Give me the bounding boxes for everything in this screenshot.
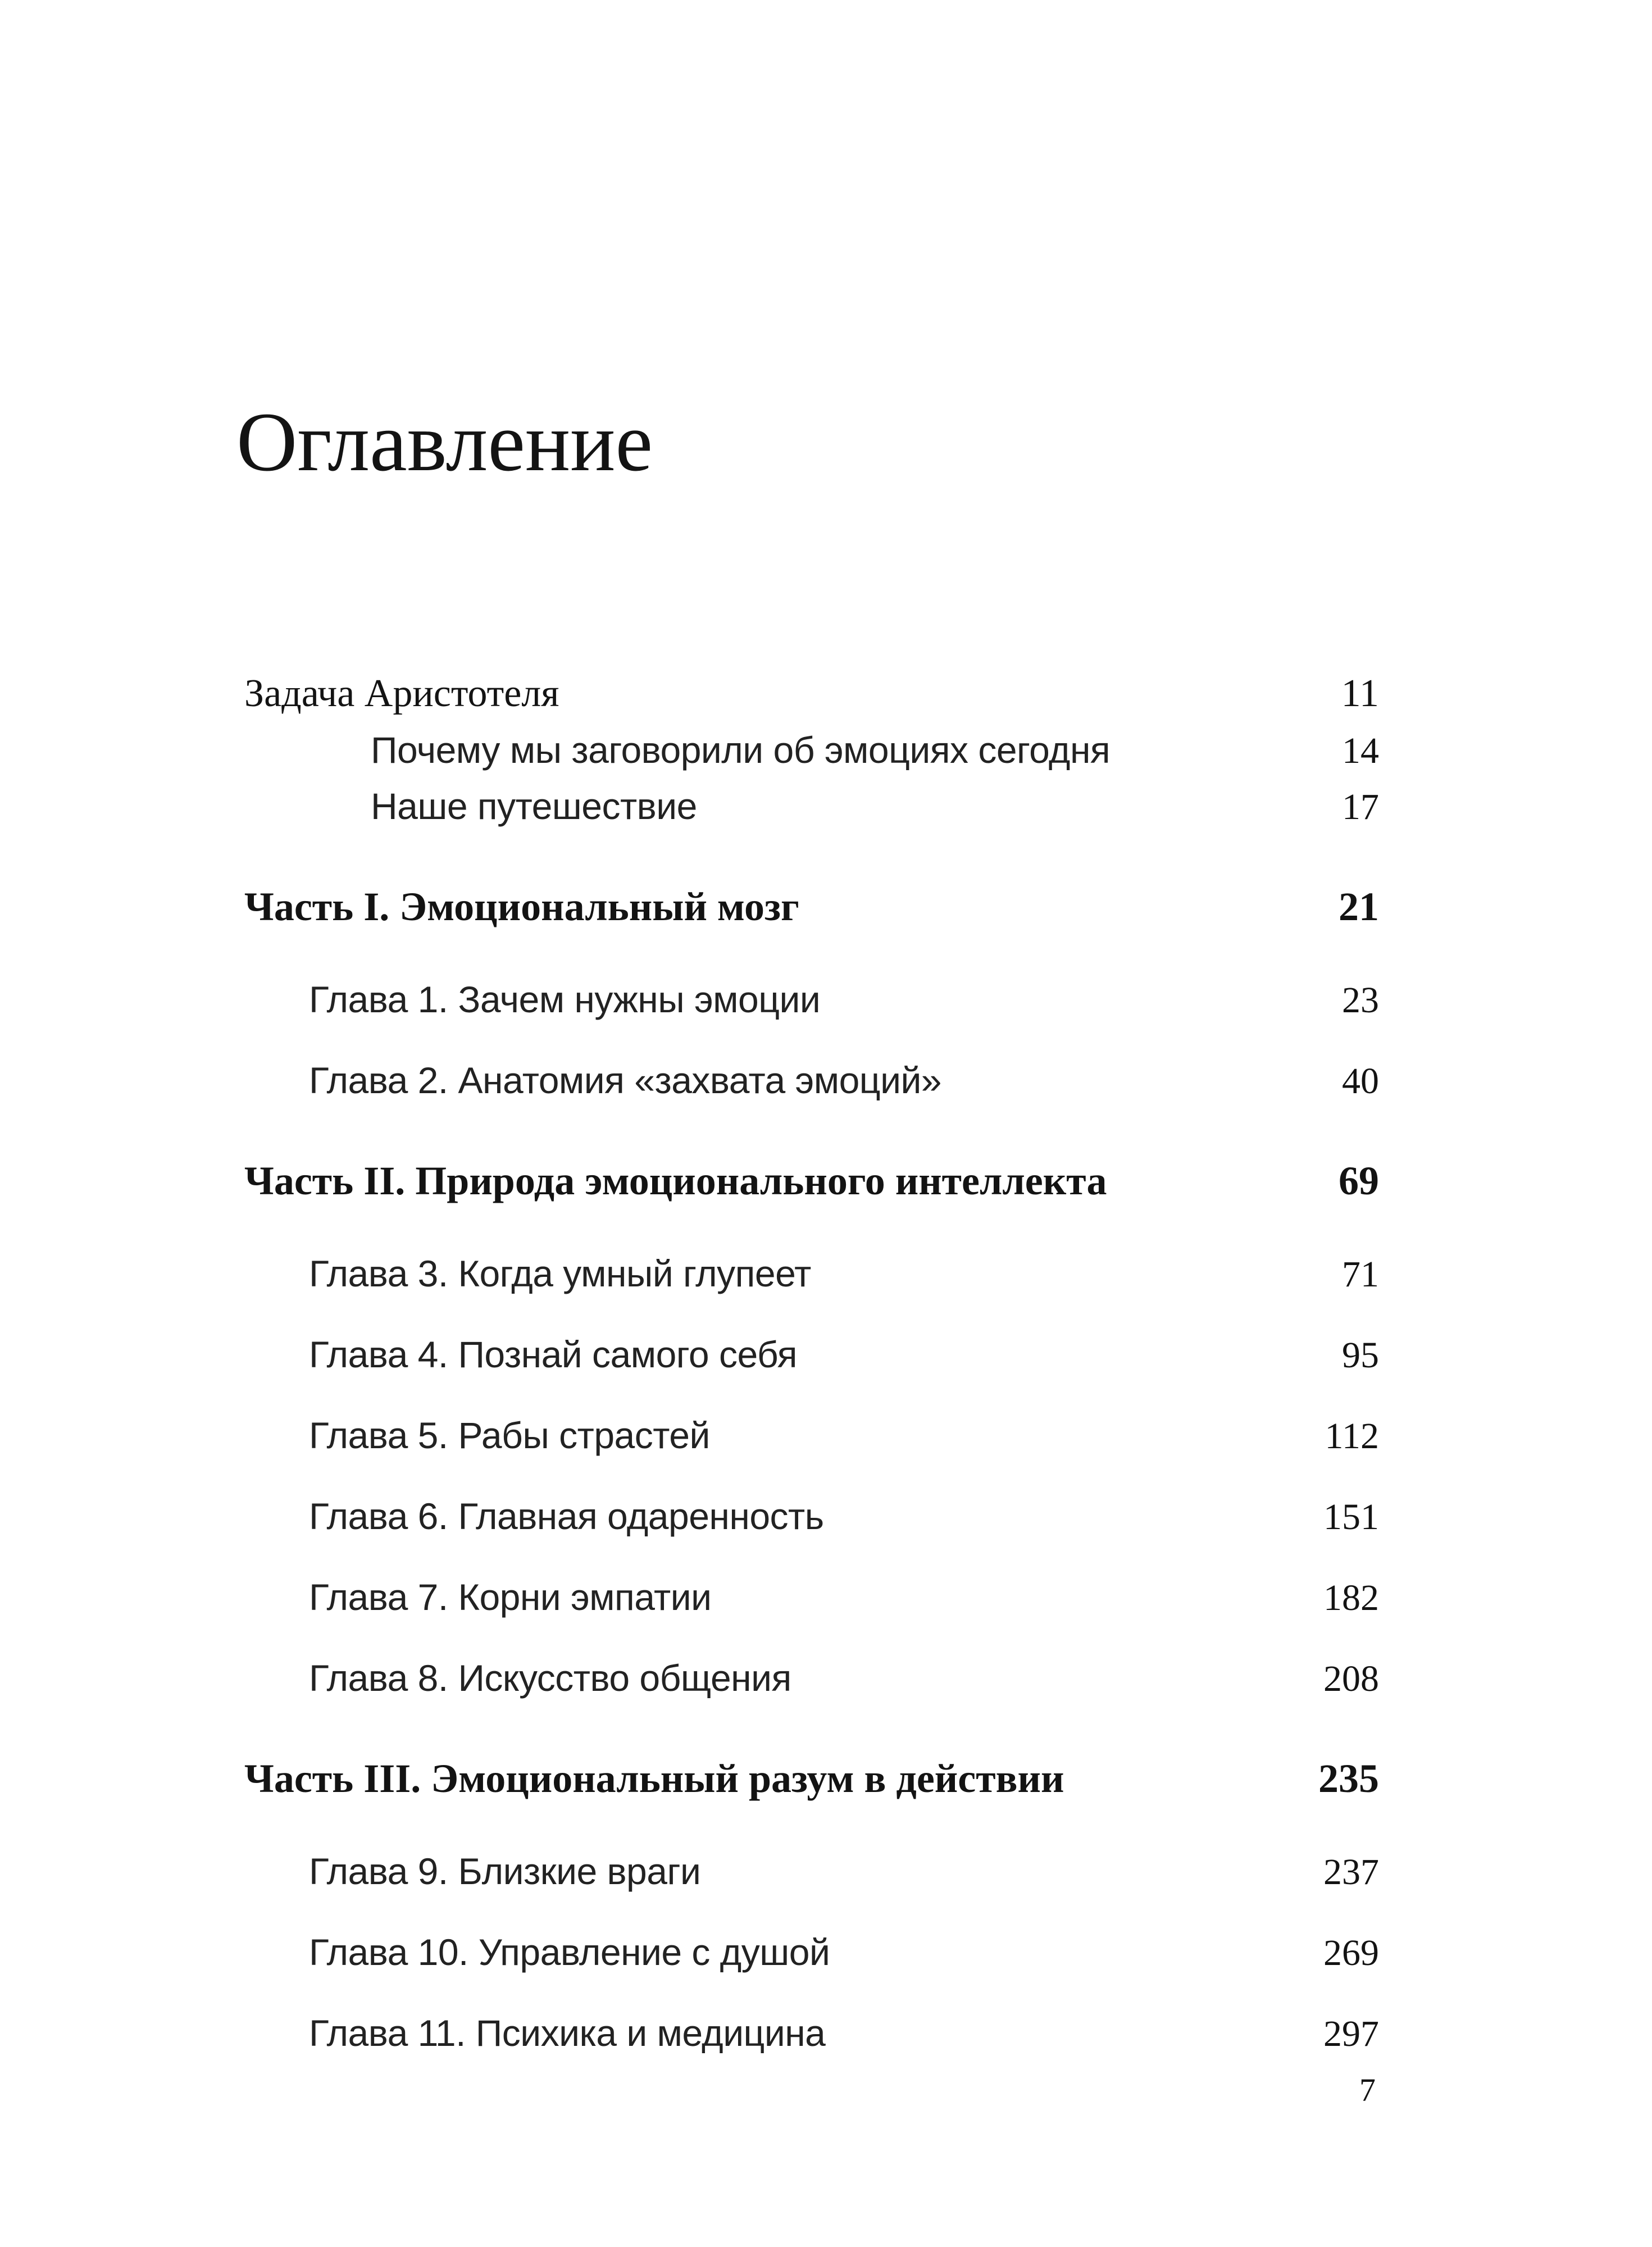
- toc-entry: [244, 1756, 1379, 1801]
- toc-entry-page: 208: [1323, 1658, 1379, 1699]
- toc-entry-page: 14: [1342, 730, 1379, 771]
- toc-entry: [244, 884, 1379, 929]
- toc-entry-page: 95: [1342, 1335, 1379, 1376]
- toc-entry-label: Глава 11. Психика и медицина: [309, 2012, 826, 2054]
- toc-entry-page: 182: [1323, 1577, 1379, 1618]
- toc-entry: [244, 785, 1379, 828]
- toc-entry: [244, 1059, 1379, 1102]
- toc-entry-page: 235: [1318, 1756, 1379, 1801]
- toc-entry-label: Глава 6. Главная одаренность: [309, 1495, 824, 1537]
- toc-entry-page: 71: [1342, 1254, 1379, 1295]
- toc-entry-page: 23: [1342, 980, 1379, 1021]
- toc-entry-page: 269: [1323, 1932, 1379, 1973]
- toc-entry-label: Глава 8. Искусство общения: [309, 1657, 791, 1699]
- toc-entry: [244, 672, 1379, 716]
- toc-entry-label: Глава 5. Рабы страстей: [309, 1414, 710, 1456]
- toc-entry-page: 151: [1323, 1497, 1379, 1538]
- toc-entry: [244, 1850, 1379, 1893]
- toc-entry-page: 40: [1342, 1061, 1379, 1102]
- toc-entry-page: 11: [1341, 672, 1379, 715]
- toc-entry-page: 21: [1339, 884, 1379, 929]
- toc-entry: [244, 1576, 1379, 1619]
- toc-entry: [244, 1158, 1379, 1203]
- toc-entry-label: Наше путешествие: [371, 785, 697, 827]
- toc-entry: [244, 2012, 1379, 2055]
- toc-entry-label: Глава 2. Анатомия «захвата эмоций»: [309, 1059, 942, 1101]
- toc-entry-label: Глава 9. Близкие враги: [309, 1850, 701, 1892]
- toc-entry-page: 237: [1323, 1852, 1379, 1893]
- toc-entry-page: 17: [1342, 786, 1379, 827]
- toc-entry-page: 297: [1323, 2013, 1379, 2054]
- toc-entry: [244, 1657, 1379, 1700]
- toc-entry: [244, 1334, 1379, 1376]
- toc-entry-label: Глава 3. Когда умный глупеет: [309, 1253, 811, 1294]
- toc-entry: [244, 729, 1379, 772]
- toc-entry-label: Часть II. Природа эмоционального интеллекта: [244, 1158, 1107, 1203]
- page-number-folio: 7: [1359, 2072, 1376, 2108]
- toc-list: [244, 672, 1379, 2055]
- toc-entry-label: Глава 10. Управление с душой: [309, 1931, 830, 1973]
- toc-entry: [244, 1495, 1379, 1538]
- toc-entry: [244, 979, 1379, 1021]
- toc-entry-label: Часть III. Эмоциональный разум в действии: [244, 1756, 1064, 1801]
- toc-entry-page: 112: [1325, 1416, 1379, 1457]
- toc-entry-label: Глава 7. Корни эмпатии: [309, 1576, 712, 1618]
- toc-entry-label: Часть I. Эмоциональный мозг: [244, 884, 799, 929]
- toc-entry: [244, 1253, 1379, 1295]
- toc-entry: [244, 1931, 1379, 1974]
- toc-entry-label: Почему мы заговорили об эмоциях сегодня: [371, 729, 1111, 771]
- toc-entry-page: 69: [1339, 1158, 1379, 1203]
- toc-entry-label: Глава 4. Познай самого себя: [309, 1334, 798, 1375]
- toc-entry-label: Глава 1. Зачем нужны эмоции: [309, 979, 821, 1020]
- toc-entry-label: Задача Аристотеля: [244, 672, 559, 715]
- toc-entry: [244, 1414, 1379, 1457]
- page-title: Оглавление: [236, 395, 653, 489]
